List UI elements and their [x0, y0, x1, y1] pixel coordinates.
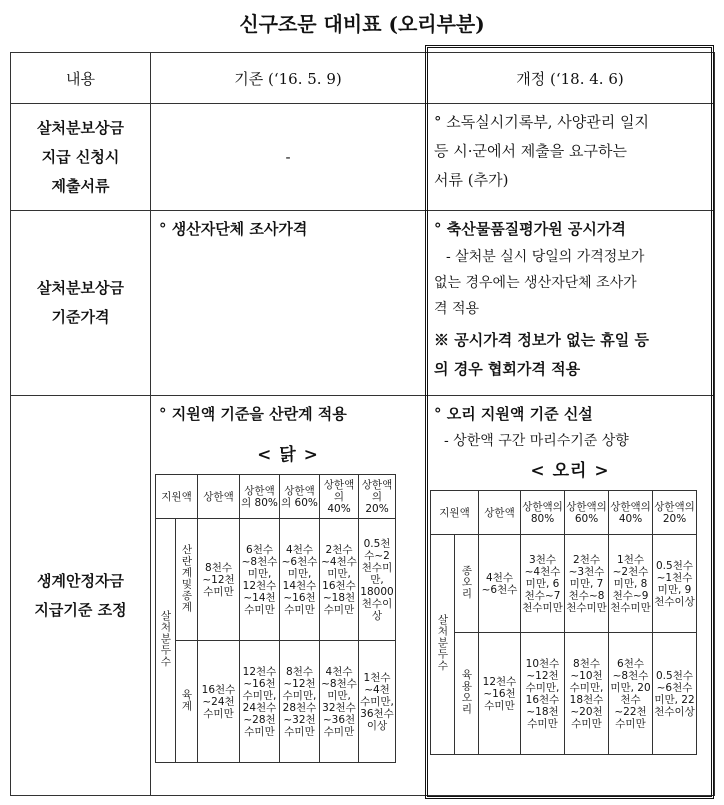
- new-documents: ° 소독실시기록부, 사양관리 일지 등 시·군에서 제출을 요구하는 서류 (추가): [426, 104, 715, 211]
- old-support: ° 지원액 기준을 산란계 적용 < 닭 > 지원액 상한액 상한액의 80% 상한액의 60% 상한액의 40% 상한액의 20% 살처분두수 산란계및종계 8천수~12천수미만 6천수~8천수미만, 12천수~14천수미만 4천수~6천수미만, 14천수~16천수미만 2천수~4천수미만, 16천수~18천수미만 0.5천수~2천수미만, 18000천수이상 육계 16천수~24천수미만 12천수~16천수미만, 24천수~28천수미만 8천수~12천수미만, 28천수~32천수미만 4천수~8천수미만, 32천수~36천수미만 1천수~4천수미만, 36천수이상: [151, 396, 426, 796]
- header-content: 내용: [11, 53, 151, 104]
- old-price: ° 생산자단체 조사가격: [151, 211, 426, 396]
- document-title: 신구조문 대비표 (오리부분): [239, 12, 485, 36]
- new-support: ° 오리 지원액 기준 신설 - 상한액 구간 마리수기준 상향 < 오리 > 지원액 상한액 상한액의 80% 상한액의 60% 상한액의 40% 상한액의 20% 살처분두수 종오리 4천수~6천수 3천수~4천수미만, 6천수~7천수미만 2천수~3천수미만, 7천수~8천수미만 1천수~2천수미만, 8천수~9천수미만 0.5천수~1천수미만, 9천수이상 육용오리 12천수~16천수미만 10천수~12천수미만, 16천수~18천수미만 8천수~10천수미만, 18천수~20천수미만 6천수~8천수미만, 20천수~22천수미만 0.5천수~6천수미만, 22천수이상: [426, 396, 715, 796]
- old-documents: -: [151, 104, 426, 211]
- header-new: 개정 (‘18. 4. 6): [426, 53, 715, 104]
- row-label-documents: 살처분보상금 지급 신청시 제출서류: [11, 104, 151, 211]
- new-price: ° 축산물품질평가원 공시가격 - 살처분 실시 당일의 가격정보가 없는 경우에는 생산자단체 조사가 격 적용 ※ 공시가격 정보가 없는 휴일 등 의 경우 협회가격 적용: [426, 211, 715, 396]
- chicken-table: 지원액 상한액 상한액의 80% 상한액의 60% 상한액의 40% 상한액의 20% 살처분두수 산란계및종계 8천수~12천수미만 6천수~8천수미만, 12천수~14천수미만 4천수~6천수미만, 14천수~16천수미만 2천수~4천수미만, 16천수~18천수미만 0.5천수~2천수미만, 18000천수이상 육계 16천수~24천수미만 12천수~16천수미만, 24천수~28천수미만 8천수~12천수미만, 28천수~32천수미만 4천수~8천수미만, 32천수~36천수미만 1천수~4천수미만, 36천수이상: [155, 474, 396, 763]
- comparison-table: [10, 52, 715, 796]
- row-label-support: 생계안정자금 지급기준 조정: [11, 396, 151, 796]
- duck-caption: < 오리 >: [530, 461, 610, 481]
- chicken-caption: < 닭 >: [257, 445, 319, 465]
- row-label-price: 살처분보상금 기준가격: [11, 211, 151, 396]
- header-old: 기존 (‘16. 5. 9): [151, 53, 426, 104]
- duck-table: 지원액 상한액 상한액의 80% 상한액의 60% 상한액의 40% 상한액의 20% 살처분두수 종오리 4천수~6천수 3천수~4천수미만, 6천수~7천수미만 2천수~3천수미만, 7천수~8천수미만 1천수~2천수미만, 8천수~9천수미만 0.5천수~1천수미만, 9천수이상 육용오리 12천수~16천수미만 10천수~12천수미만, 16천수~18천수미만 8천수~10천수미만, 18천수~20천수미만 6천수~8천수미만, 20천수~22천수미만 0.5천수~6천수미만, 22천수이상: [430, 490, 697, 755]
